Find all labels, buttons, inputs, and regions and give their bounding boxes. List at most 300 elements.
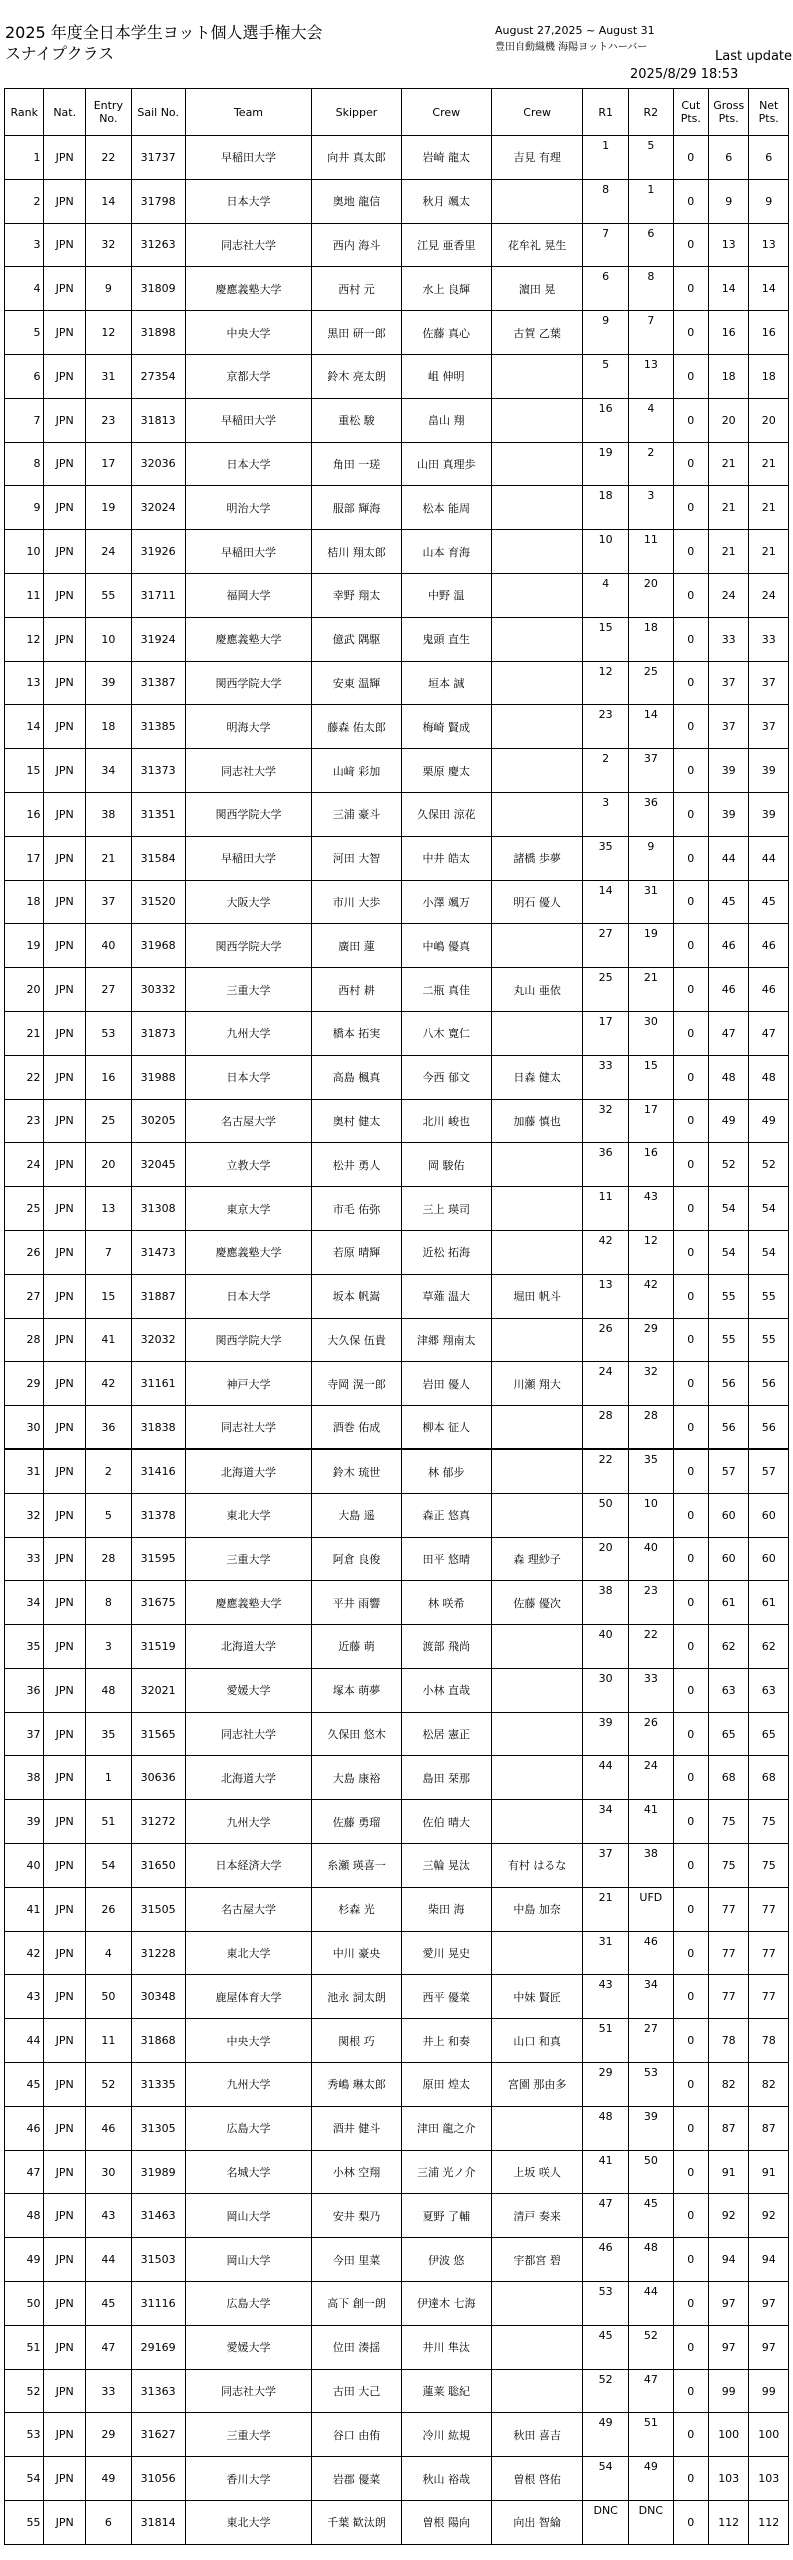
race-score: 25 [643, 664, 658, 678]
cell-cut-pts: 0 [673, 1449, 708, 1493]
table-row [5, 1581, 789, 1625]
race-score: 12 [643, 1233, 658, 1247]
cell-r2 [629, 705, 674, 749]
table-row [5, 486, 789, 530]
cell-net-pts: 78 [749, 2019, 789, 2063]
cell-crew2 [491, 530, 582, 574]
cell-sail-no: 31416 [131, 1449, 185, 1493]
cell-team: 明海大学 [185, 705, 312, 749]
race-score: 48 [643, 2241, 658, 2255]
cell-nat: JPN [44, 2106, 86, 2150]
cell-net-pts: 103 [749, 2457, 789, 2501]
cell-entry-no: 49 [85, 2457, 131, 2501]
cell-sail-no: 31373 [131, 749, 185, 793]
cell-r2 [629, 1055, 674, 1099]
cell-r1 [583, 880, 629, 924]
race-score: 9 [602, 314, 610, 328]
cell-r1 [583, 1668, 629, 1712]
table-row [5, 1931, 789, 1975]
cell-crew: 近松 拓海 [401, 1230, 491, 1274]
cell-sail-no: 31887 [131, 1274, 185, 1318]
cell-crew2 [491, 2282, 582, 2326]
cell-cut-pts: 0 [673, 486, 708, 530]
cell-r1 [583, 311, 629, 355]
cell-crew: 伊波 悠 [401, 2238, 491, 2282]
cell-rank: 55 [5, 2501, 44, 2545]
cell-nat: JPN [44, 1493, 86, 1537]
table-row [5, 1230, 789, 1274]
cell-r2 [629, 1143, 674, 1187]
cell-skipper: 億武 隅駆 [312, 617, 401, 661]
cell-team: 香川大学 [185, 2457, 312, 2501]
cell-skipper: 西村 耕 [312, 968, 401, 1012]
cell-gross-pts: 39 [708, 792, 748, 836]
cell-net-pts: 77 [749, 1975, 789, 2019]
cell-net-pts: 97 [749, 2325, 789, 2369]
cell-cut-pts: 0 [673, 1187, 708, 1231]
cell-r2 [629, 1230, 674, 1274]
cell-gross-pts: 21 [708, 530, 748, 574]
cell-crew2: 中島 加奈 [491, 1887, 582, 1931]
cell-r1 [583, 2282, 629, 2326]
cell-skipper: 大島 康裕 [312, 1756, 401, 1800]
cell-net-pts: 46 [749, 968, 789, 1012]
cell-cut-pts: 0 [673, 530, 708, 574]
cell-gross-pts: 63 [708, 1668, 748, 1712]
cell-gross-pts: 46 [708, 924, 748, 968]
cell-team: 九州大学 [185, 2063, 312, 2107]
cell-sail-no: 31363 [131, 2369, 185, 2413]
cell-r1 [583, 2150, 629, 2194]
race-score: 2 [602, 752, 610, 766]
cell-skipper: 鈴木 琉世 [312, 1449, 401, 1493]
cell-sail-no: 30205 [131, 1099, 185, 1143]
cell-net-pts: 20 [749, 398, 789, 442]
cell-r2 [629, 2325, 674, 2369]
cell-r1 [583, 1449, 629, 1493]
race-score: 19 [598, 445, 613, 459]
cell-crew2 [491, 1011, 582, 1055]
table-row [5, 1406, 789, 1450]
cell-team: 中央大学 [185, 311, 312, 355]
cell-entry-no: 5 [85, 1493, 131, 1537]
cell-crew2: 宮園 那由多 [491, 2063, 582, 2107]
cell-skipper: 酒巻 佑成 [312, 1406, 401, 1450]
table-row [5, 1362, 789, 1406]
cell-skipper: 安井 梨乃 [312, 2194, 401, 2238]
table-row [5, 2413, 789, 2457]
race-score: 31 [598, 1934, 613, 1948]
cell-crew2 [491, 1625, 582, 1669]
cell-cut-pts: 0 [673, 2194, 708, 2238]
cell-cut-pts: 0 [673, 1668, 708, 1712]
cell-crew2 [491, 661, 582, 705]
race-score: 19 [643, 927, 658, 941]
cell-gross-pts: 14 [708, 267, 748, 311]
cell-gross-pts: 24 [708, 573, 748, 617]
cell-nat: JPN [44, 2238, 86, 2282]
cell-rank: 16 [5, 792, 44, 836]
cell-skipper: 中川 豪央 [312, 1931, 401, 1975]
cell-crew2 [491, 617, 582, 661]
cell-entry-no: 20 [85, 1143, 131, 1187]
cell-crew2 [491, 1668, 582, 1712]
cell-rank: 27 [5, 1274, 44, 1318]
cell-nat: JPN [44, 1230, 86, 1274]
cell-rank: 38 [5, 1756, 44, 1800]
cell-rank: 18 [5, 880, 44, 924]
column-header: R2 [629, 89, 674, 136]
event-title: 2025 年度全日本学生ヨット個人選手権大会 [5, 23, 323, 42]
cell-team: 同志社大学 [185, 1406, 312, 1450]
cell-sail-no: 31503 [131, 2238, 185, 2282]
table-row [5, 354, 789, 398]
cell-cut-pts: 0 [673, 2238, 708, 2282]
cell-r2 [629, 1011, 674, 1055]
cell-cut-pts: 0 [673, 1099, 708, 1143]
cell-net-pts: 55 [749, 1274, 789, 1318]
race-score: 16 [598, 401, 613, 415]
cell-crew2: 宇都宮 碧 [491, 2238, 582, 2282]
cell-team: 関西学院大学 [185, 1318, 312, 1362]
cell-nat: JPN [44, 1099, 86, 1143]
cell-skipper: 酒井 健斗 [312, 2106, 401, 2150]
cell-team: 神戸大学 [185, 1362, 312, 1406]
cell-rank: 49 [5, 2238, 44, 2282]
race-score: 3 [647, 489, 655, 503]
cell-crew: 秋山 裕哉 [401, 2457, 491, 2501]
cell-r2 [629, 1887, 674, 1931]
cell-entry-no: 12 [85, 311, 131, 355]
cell-crew: 中嶋 優真 [401, 924, 491, 968]
cell-entry-no: 47 [85, 2325, 131, 2369]
cell-net-pts: 55 [749, 1318, 789, 1362]
cell-net-pts: 100 [749, 2413, 789, 2457]
cell-r1 [583, 1143, 629, 1187]
cell-sail-no: 31968 [131, 924, 185, 968]
cell-crew2: 山口 和真 [491, 2019, 582, 2063]
cell-crew2: 明石 優人 [491, 880, 582, 924]
race-score: 8 [602, 182, 610, 196]
cell-skipper: 奥地 龍信 [312, 179, 401, 223]
cell-rank: 29 [5, 1362, 44, 1406]
cell-cut-pts: 0 [673, 924, 708, 968]
cell-r1 [583, 2063, 629, 2107]
cell-crew: 原田 煌太 [401, 2063, 491, 2107]
cell-rank: 51 [5, 2325, 44, 2369]
cell-nat: JPN [44, 223, 86, 267]
cell-crew: 草薙 温大 [401, 1274, 491, 1318]
cell-crew2: 秋田 喜吉 [491, 2413, 582, 2457]
cell-r2 [629, 661, 674, 705]
cell-r2 [629, 530, 674, 574]
cell-gross-pts: 62 [708, 1625, 748, 1669]
cell-nat: JPN [44, 968, 86, 1012]
cell-team: 慶應義塾大学 [185, 1230, 312, 1274]
cell-sail-no: 29169 [131, 2325, 185, 2369]
cell-nat: JPN [44, 1625, 86, 1669]
cell-gross-pts: 78 [708, 2019, 748, 2063]
cell-crew: 井上 和奏 [401, 2019, 491, 2063]
cell-sail-no: 31675 [131, 1581, 185, 1625]
table-header [5, 89, 789, 136]
race-score: 39 [598, 1715, 613, 1729]
cell-skipper: 古田 大己 [312, 2369, 401, 2413]
race-score: 15 [598, 620, 613, 634]
cell-sail-no: 31463 [131, 2194, 185, 2238]
race-score: 28 [643, 1409, 658, 1423]
race-score: 45 [643, 2197, 658, 2211]
cell-crew: 松本 能周 [401, 486, 491, 530]
cell-sail-no: 31584 [131, 836, 185, 880]
cell-crew2: 曽根 啓佑 [491, 2457, 582, 2501]
cell-team: 九州大学 [185, 1011, 312, 1055]
cell-sail-no: 31505 [131, 1887, 185, 1931]
cell-sail-no: 31263 [131, 223, 185, 267]
cell-team: 日本大学 [185, 1274, 312, 1318]
cell-team: 同志社大学 [185, 1712, 312, 1756]
cell-sail-no: 30332 [131, 968, 185, 1012]
cell-cut-pts: 0 [673, 617, 708, 661]
cell-rank: 30 [5, 1406, 44, 1450]
cell-r2 [629, 1187, 674, 1231]
last-update-label: Last update [715, 49, 793, 64]
cell-crew2 [491, 2369, 582, 2413]
cell-entry-no: 6 [85, 2501, 131, 2545]
cell-net-pts: 46 [749, 924, 789, 968]
cell-rank: 32 [5, 1493, 44, 1537]
cell-team: 同志社大学 [185, 223, 312, 267]
cell-r1 [583, 136, 629, 180]
cell-sail-no: 31385 [131, 705, 185, 749]
cell-sail-no: 31519 [131, 1625, 185, 1669]
race-score: 53 [598, 2285, 613, 2299]
table-row [5, 179, 789, 223]
cell-entry-no: 19 [85, 486, 131, 530]
table-row [5, 1537, 789, 1581]
cell-skipper: 池永 詞太朗 [312, 1975, 401, 2019]
cell-entry-no: 27 [85, 968, 131, 1012]
cell-gross-pts: 6 [708, 136, 748, 180]
race-score: 13 [643, 357, 658, 371]
cell-skipper: 幸野 翔太 [312, 573, 401, 617]
cell-crew: 垣本 誠 [401, 661, 491, 705]
column-header: Rank [5, 89, 44, 136]
cell-gross-pts: 75 [708, 1844, 748, 1888]
cell-skipper: 千葉 歓汰朗 [312, 2501, 401, 2545]
race-score: 6 [602, 270, 610, 284]
cell-crew2 [491, 1493, 582, 1537]
cell-sail-no: 31335 [131, 2063, 185, 2107]
cell-gross-pts: 56 [708, 1406, 748, 1450]
cell-entry-no: 45 [85, 2282, 131, 2326]
cell-nat: JPN [44, 2457, 86, 2501]
cell-nat: JPN [44, 1187, 86, 1231]
cell-net-pts: 77 [749, 1887, 789, 1931]
cell-crew2: 向出 智綸 [491, 2501, 582, 2545]
cell-rank: 25 [5, 1187, 44, 1231]
cell-cut-pts: 0 [673, 1931, 708, 1975]
cell-cut-pts: 0 [673, 836, 708, 880]
cell-rank: 4 [5, 267, 44, 311]
cell-r2 [629, 1318, 674, 1362]
cell-skipper: 高下 創一朗 [312, 2282, 401, 2326]
cell-entry-no: 3 [85, 1625, 131, 1669]
table-row [5, 398, 789, 442]
cell-net-pts: 52 [749, 1143, 789, 1187]
cell-entry-no: 30 [85, 2150, 131, 2194]
cell-r1 [583, 2501, 629, 2545]
cell-skipper: 関根 巧 [312, 2019, 401, 2063]
cell-rank: 33 [5, 1537, 44, 1581]
cell-net-pts: 91 [749, 2150, 789, 2194]
race-score: 1 [647, 182, 655, 196]
race-score: 52 [598, 2372, 613, 2386]
race-score: 5 [647, 139, 655, 152]
cell-nat: JPN [44, 1581, 86, 1625]
table-row [5, 136, 789, 180]
cell-gross-pts: 91 [708, 2150, 748, 2194]
column-header: Sail No. [131, 89, 185, 136]
race-score: 27 [598, 927, 613, 941]
cell-skipper: 市川 大歩 [312, 880, 401, 924]
cell-net-pts: 99 [749, 2369, 789, 2413]
cell-skipper: 岩郡 優菜 [312, 2457, 401, 2501]
cell-team: 名城大学 [185, 2150, 312, 2194]
cell-crew: 森正 悠真 [401, 1493, 491, 1537]
cell-r1 [583, 398, 629, 442]
cell-team: 早稲田大学 [185, 398, 312, 442]
results-table [4, 88, 789, 2545]
table-row [5, 2019, 789, 2063]
cell-rank: 3 [5, 223, 44, 267]
race-score: 35 [643, 1453, 658, 1467]
cell-cut-pts: 0 [673, 2106, 708, 2150]
cell-rank: 48 [5, 2194, 44, 2238]
cell-entry-no: 25 [85, 1099, 131, 1143]
cell-r2 [629, 617, 674, 661]
cell-skipper: 服部 輝海 [312, 486, 401, 530]
race-score: 32 [598, 1102, 613, 1116]
cell-r2 [629, 2413, 674, 2457]
cell-entry-no: 14 [85, 179, 131, 223]
race-score: 54 [598, 2460, 613, 2474]
cell-r2 [629, 1712, 674, 1756]
cell-entry-no: 1 [85, 1756, 131, 1800]
cell-gross-pts: 47 [708, 1011, 748, 1055]
race-score: 50 [598, 1496, 613, 1510]
cell-rank: 15 [5, 749, 44, 793]
race-score: 29 [598, 2066, 613, 2080]
cell-team: 日本大学 [185, 442, 312, 486]
cell-gross-pts: 33 [708, 617, 748, 661]
cell-gross-pts: 57 [708, 1449, 748, 1493]
cell-nat: JPN [44, 792, 86, 836]
cell-entry-no: 10 [85, 617, 131, 661]
cell-rank: 12 [5, 617, 44, 661]
cell-crew2: 中妹 賢匠 [491, 1975, 582, 2019]
table-row [5, 1668, 789, 1712]
cell-cut-pts: 0 [673, 1844, 708, 1888]
cell-net-pts: 21 [749, 530, 789, 574]
cell-rank: 42 [5, 1931, 44, 1975]
cell-entry-no: 51 [85, 1800, 131, 1844]
race-score: 46 [598, 2241, 613, 2255]
cell-nat: JPN [44, 705, 86, 749]
cell-rank: 23 [5, 1099, 44, 1143]
cell-r2 [629, 836, 674, 880]
cell-cut-pts: 0 [673, 1362, 708, 1406]
cell-sail-no: 31627 [131, 2413, 185, 2457]
cell-net-pts: 57 [749, 1449, 789, 1493]
cell-r2 [629, 136, 674, 180]
cell-r2 [629, 1581, 674, 1625]
cell-sail-no: 32032 [131, 1318, 185, 1362]
cell-net-pts: 21 [749, 486, 789, 530]
cell-nat: JPN [44, 1406, 86, 1450]
cell-crew: 八木 寛仁 [401, 1011, 491, 1055]
cell-team: 関西学院大学 [185, 924, 312, 968]
table-row [5, 2457, 789, 2501]
cell-entry-no: 24 [85, 530, 131, 574]
cell-gross-pts: 103 [708, 2457, 748, 2501]
race-score: 20 [598, 1540, 613, 1554]
race-score: 42 [598, 1233, 613, 1247]
cell-rank: 39 [5, 1800, 44, 1844]
cell-entry-no: 35 [85, 1712, 131, 1756]
cell-r2 [629, 1975, 674, 2019]
cell-net-pts: 82 [749, 2063, 789, 2107]
table-row [5, 1975, 789, 2019]
table-row [5, 311, 789, 355]
cell-cut-pts: 0 [673, 1230, 708, 1274]
cell-cut-pts: 0 [673, 1011, 708, 1055]
cell-entry-no: 34 [85, 749, 131, 793]
race-score: 27 [643, 2022, 658, 2036]
cell-net-pts: 6 [749, 136, 789, 180]
cell-entry-no: 36 [85, 1406, 131, 1450]
cell-skipper: 近藤 萌 [312, 1625, 401, 1669]
cell-nat: JPN [44, 1449, 86, 1493]
race-score: 46 [643, 1934, 658, 1948]
race-score: DNC [638, 2504, 664, 2518]
cell-team: 岡山大学 [185, 2194, 312, 2238]
cell-nat: JPN [44, 2369, 86, 2413]
race-score: 26 [643, 1715, 658, 1729]
cell-crew2 [491, 924, 582, 968]
race-score: 33 [643, 1671, 658, 1685]
race-score: 49 [643, 2460, 658, 2474]
cell-rank: 35 [5, 1625, 44, 1669]
race-score: 24 [598, 1365, 613, 1379]
cell-r2 [629, 1931, 674, 1975]
cell-skipper: 鈴木 亮太朗 [312, 354, 401, 398]
cell-r2 [629, 749, 674, 793]
cell-sail-no: 31387 [131, 661, 185, 705]
cell-sail-no: 31898 [131, 311, 185, 355]
cell-sail-no: 31520 [131, 880, 185, 924]
cell-r1 [583, 1625, 629, 1669]
table-row [5, 617, 789, 661]
cell-cut-pts: 0 [673, 1581, 708, 1625]
cell-cut-pts: 0 [673, 573, 708, 617]
cell-skipper: 寺岡 滉一郎 [312, 1362, 401, 1406]
cell-net-pts: 68 [749, 1756, 789, 1800]
cell-r1 [583, 179, 629, 223]
cell-team: 京都大学 [185, 354, 312, 398]
cell-sail-no: 31924 [131, 617, 185, 661]
cell-r1 [583, 1800, 629, 1844]
